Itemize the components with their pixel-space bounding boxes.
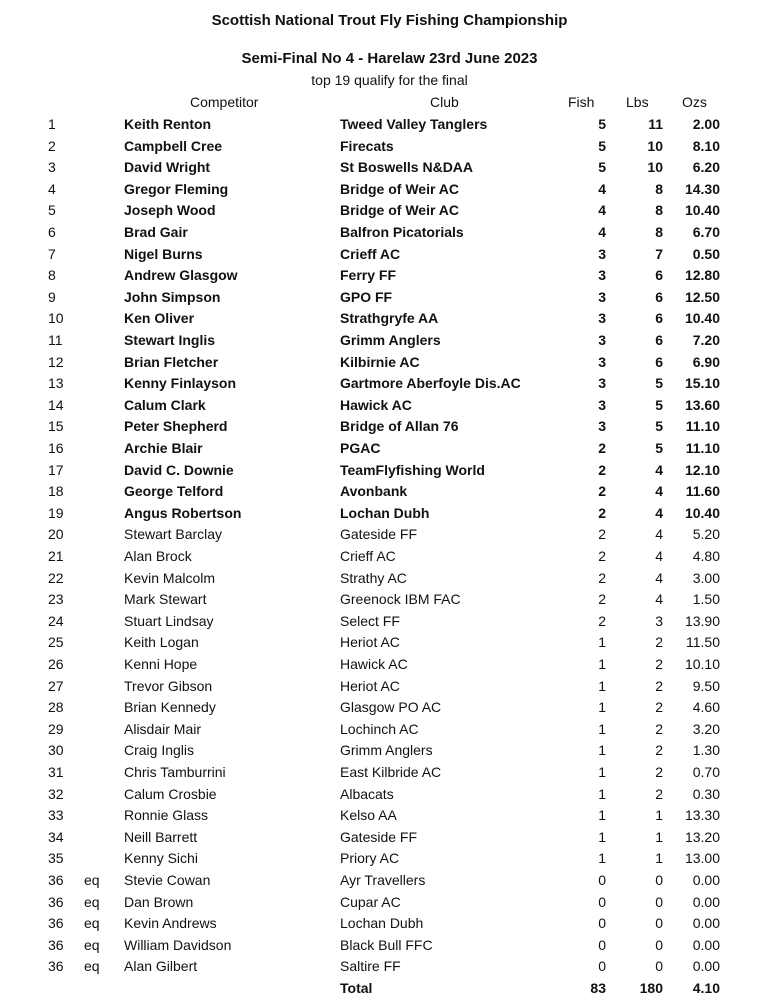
fish-count-cell: 5 <box>598 116 606 132</box>
club-cell: East Kilbride AC <box>340 764 442 780</box>
competitor-name-cell: Neill Barrett <box>124 828 198 845</box>
competitor-name-cell: Stevie Cowan <box>124 872 211 888</box>
ozs-cell: 10.40 <box>684 202 720 219</box>
fish-count-cell: 1 <box>598 807 606 824</box>
club-cell: Bridge of Allan 76 <box>340 418 459 435</box>
table-row <box>0 481 779 503</box>
table-row <box>0 438 779 460</box>
lbs-cell: 0 <box>655 958 663 975</box>
table-row <box>0 524 779 546</box>
lbs-cell: 11 <box>648 116 663 132</box>
fish-count-cell: 3 <box>598 310 606 327</box>
competitor-name-cell: Trevor Gibson <box>124 677 213 694</box>
fish-count-cell: 4 <box>598 224 606 240</box>
club-cell: Saltire FF <box>340 958 401 975</box>
lbs-cell: 0 <box>655 936 663 953</box>
lbs-cell: 0 <box>655 872 663 888</box>
club-cell: St Boswells N&DAA <box>340 159 474 176</box>
competitor-name-cell: Stuart Lindsay <box>124 612 214 629</box>
lbs-cell: 2 <box>655 720 663 737</box>
ozs-cell: 5.20 <box>692 526 720 543</box>
ozs-cell: 0.00 <box>692 893 720 910</box>
club-cell: Cupar AC <box>340 893 401 910</box>
competitor-name-cell: Keith Renton <box>124 116 212 132</box>
fish-count-cell: 2 <box>598 569 606 586</box>
club-cell: Strathy AC <box>340 569 407 586</box>
lbs-cell: 0 <box>655 915 663 932</box>
club-cell: Balfron Picatorials <box>340 224 464 240</box>
ozs-cell: 15.10 <box>684 375 720 392</box>
total-fish: 83 <box>590 980 606 996</box>
competitor-name-cell: Joseph Wood <box>124 202 216 219</box>
position-cell: 24 <box>48 612 64 629</box>
position-cell: 15 <box>48 418 64 435</box>
table-row <box>0 460 779 482</box>
competitor-name-cell: Mark Stewart <box>124 591 207 608</box>
club-cell: Bridge of Weir AC <box>340 180 460 197</box>
position-cell: 22 <box>48 569 64 586</box>
club-cell: Ferry FF <box>340 267 397 284</box>
lbs-cell: 6 <box>655 353 663 370</box>
table-row <box>0 244 779 266</box>
competitor-name-cell: Brian Fletcher <box>124 353 219 370</box>
fish-count-cell: 1 <box>598 634 606 651</box>
lbs-cell: 6 <box>655 310 663 327</box>
fish-count-cell: 3 <box>598 353 606 370</box>
position-cell: 20 <box>48 526 64 543</box>
position-cell: 19 <box>48 504 64 521</box>
ozs-cell: 1.30 <box>692 742 720 759</box>
competitor-name-cell: Kenni Hope <box>124 656 198 672</box>
fish-count-cell: 1 <box>598 720 606 737</box>
club-cell: Hawick AC <box>340 656 408 672</box>
club-cell: TeamFlyfishing World <box>340 461 485 478</box>
table-row <box>0 870 779 892</box>
club-cell: Bridge of Weir AC <box>340 202 460 219</box>
club-cell: Grimm Anglers <box>340 742 433 759</box>
position-cell: 36 <box>48 915 64 932</box>
tie-marker-cell: eq <box>84 872 100 888</box>
header-ozs: Ozs <box>682 94 707 110</box>
club-cell: Glasgow PO AC <box>340 699 442 716</box>
total-label: Total <box>340 980 373 996</box>
table-row <box>0 503 779 525</box>
ozs-cell: 13.60 <box>684 396 720 413</box>
document-title: Scottish National Trout Fly Fishing Championship <box>211 12 568 29</box>
fish-count-cell: 1 <box>598 742 606 759</box>
table-row <box>0 568 779 590</box>
ozs-cell: 12.50 <box>684 288 720 305</box>
competitor-name-cell: Angus Robertson <box>124 504 242 521</box>
fish-count-cell: 5 <box>598 159 606 176</box>
table-row <box>0 632 779 654</box>
ozs-cell: 0.00 <box>692 872 720 888</box>
table-row <box>0 805 779 827</box>
club-cell: Gateside FF <box>340 828 418 845</box>
position-cell: 26 <box>48 656 64 672</box>
competitor-name-cell: David Wright <box>124 159 211 176</box>
fish-count-cell: 0 <box>598 872 606 888</box>
competitor-name-cell: Gregor Fleming <box>124 180 229 197</box>
competitor-name-cell: Alan Brock <box>124 548 192 564</box>
tie-marker-cell: eq <box>84 893 100 910</box>
fish-count-cell: 1 <box>598 699 606 716</box>
ozs-cell: 3.00 <box>692 569 720 586</box>
table-row <box>0 654 779 676</box>
lbs-cell: 4 <box>655 548 663 564</box>
tie-marker-cell: eq <box>84 936 100 953</box>
fish-count-cell: 3 <box>598 418 606 435</box>
table-row <box>0 265 779 287</box>
club-cell: Grimm Anglers <box>340 332 441 348</box>
table-row <box>0 892 779 914</box>
club-cell: PGAC <box>340 440 381 456</box>
fish-count-cell: 1 <box>598 656 606 672</box>
lbs-cell: 2 <box>655 656 663 672</box>
lbs-cell: 8 <box>655 224 663 240</box>
position-cell: 2 <box>48 137 56 154</box>
club-cell: Crieff AC <box>340 245 401 262</box>
competitor-name-cell: David C. Downie <box>124 461 234 478</box>
header-competitor: Competitor <box>190 94 259 110</box>
position-cell: 10 <box>48 310 64 327</box>
lbs-cell: 10 <box>647 159 663 176</box>
competitor-name-cell: Alisdair Mair <box>124 720 202 737</box>
competitor-name-cell: Ken Oliver <box>124 310 195 327</box>
fish-count-cell: 2 <box>598 591 606 608</box>
position-cell: 27 <box>48 677 64 694</box>
fish-count-cell: 1 <box>598 785 606 802</box>
club-cell: Select FF <box>340 612 400 629</box>
ozs-cell: 10.10 <box>684 656 720 672</box>
club-cell: Gateside FF <box>340 526 418 543</box>
competitor-name-cell: Dan Brown <box>124 893 194 910</box>
position-cell: 33 <box>48 807 64 824</box>
competitor-name-cell: Kevin Malcolm <box>124 569 216 586</box>
ozs-cell: 0.50 <box>692 245 720 262</box>
ozs-cell: 13.90 <box>684 612 720 629</box>
table-row <box>0 697 779 719</box>
position-cell: 29 <box>48 720 64 737</box>
lbs-cell: 8 <box>655 202 663 219</box>
table-row <box>0 200 779 222</box>
club-cell: Crieff AC <box>340 548 396 564</box>
ozs-cell: 11.10 <box>685 418 720 435</box>
position-cell: 5 <box>48 202 56 219</box>
table-row <box>0 762 779 784</box>
tie-marker-cell: eq <box>84 915 100 932</box>
fish-count-cell: 2 <box>598 440 606 456</box>
lbs-cell: 7 <box>655 245 663 262</box>
position-cell: 13 <box>48 375 64 392</box>
club-cell: Lochan Dubh <box>340 504 430 521</box>
club-cell: Strathgryfe AA <box>340 310 439 327</box>
table-row <box>0 546 779 568</box>
ozs-cell: 8.10 <box>692 137 720 154</box>
tie-marker-cell: eq <box>84 958 100 975</box>
lbs-cell: 4 <box>655 504 663 521</box>
lbs-cell: 2 <box>655 677 663 694</box>
lbs-cell: 4 <box>655 461 663 478</box>
fish-count-cell: 0 <box>598 915 606 932</box>
position-cell: 3 <box>48 159 56 176</box>
ozs-cell: 10.40 <box>684 310 720 327</box>
qualification-note: top 19 qualify for the final <box>311 72 468 88</box>
competitor-name-cell: William Davidson <box>124 936 232 953</box>
position-cell: 18 <box>48 483 64 500</box>
lbs-cell: 4 <box>655 526 663 543</box>
club-cell: Firecats <box>340 137 394 154</box>
fish-count-cell: 1 <box>598 850 606 867</box>
ozs-cell: 0.00 <box>692 915 720 932</box>
club-cell: Tweed Valley Tanglers <box>340 116 488 132</box>
lbs-cell: 4 <box>655 591 663 608</box>
lbs-cell: 1 <box>655 828 663 845</box>
fish-count-cell: 0 <box>598 893 606 910</box>
competitor-name-cell: Stewart Barclay <box>124 526 223 543</box>
table-row <box>0 740 779 762</box>
club-cell: Albacats <box>340 785 394 802</box>
table-row <box>0 395 779 417</box>
ozs-cell: 9.50 <box>692 677 720 694</box>
position-cell: 11 <box>48 332 63 348</box>
competitor-name-cell: Kenny Finlayson <box>124 375 237 392</box>
position-cell: 32 <box>48 785 64 802</box>
ozs-cell: 11.60 <box>685 483 720 500</box>
lbs-cell: 8 <box>655 180 663 197</box>
competitor-name-cell: Ronnie Glass <box>124 807 209 824</box>
lbs-cell: 6 <box>655 288 663 305</box>
table-row <box>0 352 779 374</box>
ozs-cell: 7.20 <box>692 332 720 348</box>
table-row <box>0 827 779 849</box>
position-cell: 14 <box>48 396 64 413</box>
header-fish: Fish <box>568 94 595 110</box>
club-cell: Kilbirnie AC <box>340 353 420 370</box>
total-row <box>0 978 779 1000</box>
position-cell: 36 <box>48 958 64 975</box>
competitor-name-cell: Chris Tamburrini <box>124 764 226 780</box>
ozs-cell: 0.00 <box>692 958 720 975</box>
club-cell: Kelso AA <box>340 807 397 824</box>
ozs-cell: 11.10 <box>685 440 720 456</box>
lbs-cell: 3 <box>655 612 663 629</box>
fish-count-cell: 3 <box>598 332 606 348</box>
club-cell: Priory AC <box>340 850 400 867</box>
competitor-name-cell: Andrew Glasgow <box>124 267 238 284</box>
position-cell: 36 <box>48 893 64 910</box>
table-row <box>0 330 779 352</box>
table-row <box>0 611 779 633</box>
ozs-cell: 6.70 <box>692 224 720 240</box>
club-cell: Heriot AC <box>340 634 400 651</box>
club-cell: Ayr Travellers <box>340 872 426 888</box>
table-row <box>0 373 779 395</box>
total-lbs: 180 <box>639 980 663 996</box>
position-cell: 16 <box>48 440 64 456</box>
lbs-cell: 5 <box>655 418 663 435</box>
competitor-name-cell: George Telford <box>124 483 224 500</box>
fish-count-cell: 5 <box>598 137 606 154</box>
position-cell: 23 <box>48 591 64 608</box>
ozs-cell: 13.00 <box>684 850 720 867</box>
position-cell: 36 <box>48 872 64 888</box>
table-row <box>0 956 779 978</box>
fish-count-cell: 0 <box>598 958 606 975</box>
position-cell: 21 <box>48 548 64 564</box>
position-cell: 30 <box>48 742 64 759</box>
position-cell: 34 <box>48 828 64 845</box>
position-cell: 1 <box>48 116 56 132</box>
lbs-cell: 6 <box>655 332 663 348</box>
table-row <box>0 308 779 330</box>
club-cell: Lochan Dubh <box>340 915 424 932</box>
ozs-cell: 0.30 <box>692 785 720 802</box>
position-cell: 9 <box>48 288 56 305</box>
competitor-name-cell: Nigel Burns <box>124 245 203 262</box>
lbs-cell: 2 <box>655 764 663 780</box>
ozs-cell: 2.00 <box>692 116 720 132</box>
lbs-cell: 5 <box>655 440 663 456</box>
table-row <box>0 287 779 309</box>
lbs-cell: 10 <box>647 137 663 154</box>
header-lbs: Lbs <box>626 94 649 110</box>
table-row <box>0 136 779 158</box>
ozs-cell: 4.80 <box>692 548 720 564</box>
table-row <box>0 784 779 806</box>
fish-count-cell: 3 <box>598 288 606 305</box>
lbs-cell: 6 <box>655 267 663 284</box>
competitor-name-cell: Kenny Sichi <box>124 850 198 867</box>
fish-count-cell: 4 <box>598 202 606 219</box>
ozs-cell: 10.40 <box>684 504 720 521</box>
fish-count-cell: 3 <box>598 267 606 284</box>
competitor-name-cell: Kevin Andrews <box>124 915 217 932</box>
ozs-cell: 4.60 <box>692 699 720 716</box>
table-row <box>0 416 779 438</box>
competitor-name-cell: John Simpson <box>124 288 221 305</box>
lbs-cell: 5 <box>655 396 663 413</box>
fish-count-cell: 3 <box>598 375 606 392</box>
lbs-cell: 5 <box>655 375 663 392</box>
competitor-name-cell: Brad Gair <box>124 224 188 240</box>
fish-count-cell: 3 <box>598 245 606 262</box>
club-cell: Lochinch AC <box>340 720 419 737</box>
ozs-cell: 6.90 <box>692 353 720 370</box>
ozs-cell: 3.20 <box>692 720 720 737</box>
lbs-cell: 2 <box>655 634 663 651</box>
table-row <box>0 179 779 201</box>
position-cell: 4 <box>48 180 56 197</box>
club-cell: GPO FF <box>340 288 393 305</box>
table-row <box>0 157 779 179</box>
lbs-cell: 1 <box>655 807 663 824</box>
position-cell: 8 <box>48 267 56 284</box>
table-row <box>0 676 779 698</box>
club-cell: Hawick AC <box>340 396 412 413</box>
position-cell: 12 <box>48 353 64 370</box>
lbs-cell: 4 <box>655 483 663 500</box>
club-cell: Gartmore Aberfoyle Dis.AC <box>340 375 521 392</box>
fish-count-cell: 2 <box>598 461 606 478</box>
results-table-header <box>0 92 779 114</box>
ozs-cell: 0.70 <box>692 764 720 780</box>
ozs-cell: 0.00 <box>692 936 720 953</box>
event-subtitle: Semi-Final No 4 - Harelaw 23rd June 2023 <box>241 50 538 67</box>
ozs-cell: 12.10 <box>684 461 720 478</box>
ozs-cell: 1.50 <box>692 591 720 608</box>
fish-count-cell: 2 <box>598 504 606 521</box>
table-row <box>0 589 779 611</box>
fish-count-cell: 2 <box>598 612 606 629</box>
club-cell: Greenock IBM FAC <box>340 591 461 608</box>
position-cell: 28 <box>48 699 64 716</box>
fish-count-cell: 1 <box>598 677 606 694</box>
competitor-name-cell: Archie Blair <box>124 440 203 456</box>
position-cell: 7 <box>48 245 56 262</box>
club-cell: Avonbank <box>340 483 408 500</box>
lbs-cell: 4 <box>655 569 663 586</box>
fish-count-cell: 1 <box>598 764 606 780</box>
table-row <box>0 848 779 870</box>
position-cell: 6 <box>48 224 56 240</box>
ozs-cell: 14.30 <box>684 180 720 197</box>
club-cell: Heriot AC <box>340 677 400 694</box>
club-cell: Black Bull FFC <box>340 936 433 953</box>
lbs-cell: 1 <box>655 850 663 867</box>
table-row <box>0 222 779 244</box>
table-row <box>0 913 779 935</box>
competitor-name-cell: Calum Crosbie <box>124 785 217 802</box>
position-cell: 36 <box>48 936 64 953</box>
lbs-cell: 2 <box>655 699 663 716</box>
lbs-cell: 0 <box>655 893 663 910</box>
ozs-cell: 6.20 <box>692 159 720 176</box>
competitor-name-cell: Calum Clark <box>124 396 206 413</box>
position-cell: 31 <box>48 764 64 780</box>
competitor-name-cell: Stewart Inglis <box>124 332 216 348</box>
fish-count-cell: 3 <box>598 396 606 413</box>
competitor-name-cell: Craig Inglis <box>124 742 195 759</box>
fish-count-cell: 1 <box>598 828 606 845</box>
competitor-name-cell: Alan Gilbert <box>124 958 198 975</box>
lbs-cell: 2 <box>655 785 663 802</box>
competitor-name-cell: Peter Shepherd <box>124 418 228 435</box>
ozs-cell: 11.50 <box>686 634 720 651</box>
table-row <box>0 935 779 957</box>
ozs-cell: 13.30 <box>684 807 720 824</box>
table-row <box>0 719 779 741</box>
fish-count-cell: 2 <box>598 548 606 564</box>
position-cell: 17 <box>48 461 64 478</box>
fish-count-cell: 0 <box>598 936 606 953</box>
ozs-cell: 13.20 <box>684 828 720 845</box>
competitor-name-cell: Brian Kennedy <box>124 699 216 716</box>
position-cell: 25 <box>48 634 64 651</box>
ozs-cell: 12.80 <box>684 267 720 284</box>
fish-count-cell: 2 <box>598 483 606 500</box>
competitor-name-cell: Campbell Cree <box>124 137 223 154</box>
competitor-name-cell: Keith Logan <box>124 634 199 651</box>
header-club: Club <box>430 94 459 110</box>
total-ozs: 4.10 <box>692 980 720 996</box>
fish-count-cell: 2 <box>598 526 606 543</box>
fish-count-cell: 4 <box>598 180 606 197</box>
table-row <box>0 114 779 136</box>
lbs-cell: 2 <box>655 742 663 759</box>
position-cell: 35 <box>48 850 64 867</box>
